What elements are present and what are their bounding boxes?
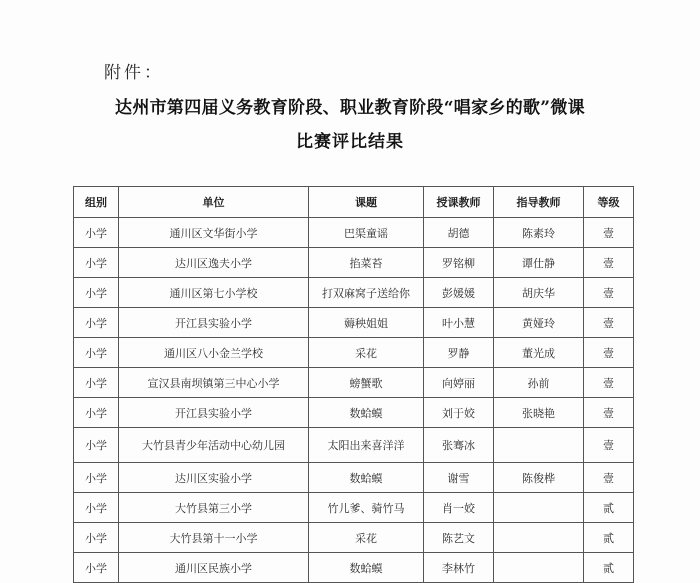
cell-topic: 数蛤蟆: [309, 398, 424, 428]
table-row: [74, 398, 634, 428]
document-title-line2: 比赛评比结果: [296, 132, 404, 152]
header-unit: 单位: [119, 187, 309, 218]
cell-unit: 开江县实验小学: [119, 308, 309, 338]
cell-mentor: 陈俊桦: [494, 463, 584, 493]
cell-group: 小学: [74, 218, 119, 248]
cell-topic: 竹儿爹、骑竹马: [309, 493, 424, 523]
cell-teacher: 刘于姣: [424, 398, 494, 428]
cell-group: 小学: [74, 338, 119, 368]
cell-unit: 宣汉县南坝镇第三中心小学: [119, 368, 309, 398]
cell-group: 小学: [74, 368, 119, 398]
table-row: [74, 463, 634, 493]
document-title-line1: 达州市第四届义务教育阶段、职业教育阶段“唱家乡的歌”微课: [115, 98, 585, 118]
cell-teacher: 张骞冰: [424, 428, 494, 463]
table-row: [74, 248, 634, 278]
cell-unit: 大竹县第十一小学: [119, 523, 309, 553]
cell-level: 贰: [584, 493, 634, 523]
cell-teacher: 叶小慧: [424, 308, 494, 338]
cell-mentor: [494, 493, 584, 523]
cell-group: 小学: [74, 308, 119, 338]
cell-mentor: 谭仕静: [494, 248, 584, 278]
cell-level: 壹: [584, 248, 634, 278]
cell-topic: 螃蟹歌: [309, 368, 424, 398]
cell-unit: 通川区文华街小学: [119, 218, 309, 248]
cell-mentor: 张晓艳: [494, 398, 584, 428]
cell-unit: 达川区逸夫小学: [119, 248, 309, 278]
cell-unit: 大竹县青少年活动中心幼儿园: [119, 428, 309, 463]
cell-teacher: 彭媛媛: [424, 278, 494, 308]
table-header-row: [74, 187, 634, 218]
cell-group: 小学: [74, 493, 119, 523]
cell-topic: 太阳出来喜洋洋: [309, 428, 424, 463]
cell-mentor: 孙前: [494, 368, 584, 398]
table-row: [74, 368, 634, 398]
table-body: [74, 218, 634, 583]
cell-mentor: 陈素玲: [494, 218, 584, 248]
cell-level: 贰: [584, 523, 634, 553]
cell-mentor: 黄娅玲: [494, 308, 584, 338]
cell-teacher: 胡德: [424, 218, 494, 248]
cell-group: 小学: [74, 398, 119, 428]
cell-unit: 通川区民族小学: [119, 553, 309, 583]
cell-teacher: 陈艺文: [424, 523, 494, 553]
table-row: [74, 278, 634, 308]
header-teacher: 授课教师: [424, 187, 494, 218]
cell-group: 小学: [74, 523, 119, 553]
cell-topic: 薅秧姐姐: [309, 308, 424, 338]
cell-teacher: 罗静: [424, 338, 494, 368]
cell-unit: 大竹县第三小学: [119, 493, 309, 523]
cell-topic: 巴渠童谣: [309, 218, 424, 248]
header-level: 等级: [584, 187, 634, 218]
cell-level: 壹: [584, 308, 634, 338]
cell-group: 小学: [74, 278, 119, 308]
cell-topic: 掐菜苔: [309, 248, 424, 278]
cell-teacher: 肖一姣: [424, 493, 494, 523]
table-row: [74, 493, 634, 523]
cell-teacher: 李林竹: [424, 553, 494, 583]
cell-unit: 达川区实验小学: [119, 463, 309, 493]
cell-level: 壹: [584, 398, 634, 428]
cell-mentor: [494, 553, 584, 583]
cell-mentor: [494, 523, 584, 553]
cell-unit: 通川区八小金兰学校: [119, 338, 309, 368]
cell-topic: 打双麻窝子送给你: [309, 278, 424, 308]
header-mentor: 指导教师: [494, 187, 584, 218]
table-row: [74, 523, 634, 553]
attachment-label: 附件：: [104, 63, 164, 83]
cell-level: 壹: [584, 218, 634, 248]
cell-mentor: 胡庆华: [494, 278, 584, 308]
cell-teacher: 谢雪: [424, 463, 494, 493]
cell-level: 壹: [584, 428, 634, 463]
cell-topic: 数蛤蟆: [309, 463, 424, 493]
cell-teacher: 向婷丽: [424, 368, 494, 398]
cell-group: 小学: [74, 248, 119, 278]
cell-level: 壹: [584, 278, 634, 308]
cell-group: 小学: [74, 553, 119, 583]
cell-teacher: 罗铭柳: [424, 248, 494, 278]
cell-level: 壹: [584, 368, 634, 398]
header-group: 组别: [74, 187, 119, 218]
table-row: [74, 218, 634, 248]
cell-mentor: 董光成: [494, 338, 584, 368]
cell-group: 小学: [74, 428, 119, 463]
cell-group: 小学: [74, 463, 119, 493]
cell-topic: 采花: [309, 338, 424, 368]
cell-topic: 数蛤蟆: [309, 553, 424, 583]
cell-unit: 开江县实验小学: [119, 398, 309, 428]
cell-mentor: [494, 428, 584, 463]
header-topic: 课题: [309, 187, 424, 218]
table-row: [74, 338, 634, 368]
cell-level: 壹: [584, 463, 634, 493]
cell-level: 贰: [584, 553, 634, 583]
cell-level: 壹: [584, 338, 634, 368]
table-row: [74, 553, 634, 583]
table-row: [74, 428, 634, 463]
table-row: [74, 308, 634, 338]
results-table: [73, 186, 634, 583]
cell-topic: 采花: [309, 523, 424, 553]
cell-unit: 通川区第七小学校: [119, 278, 309, 308]
